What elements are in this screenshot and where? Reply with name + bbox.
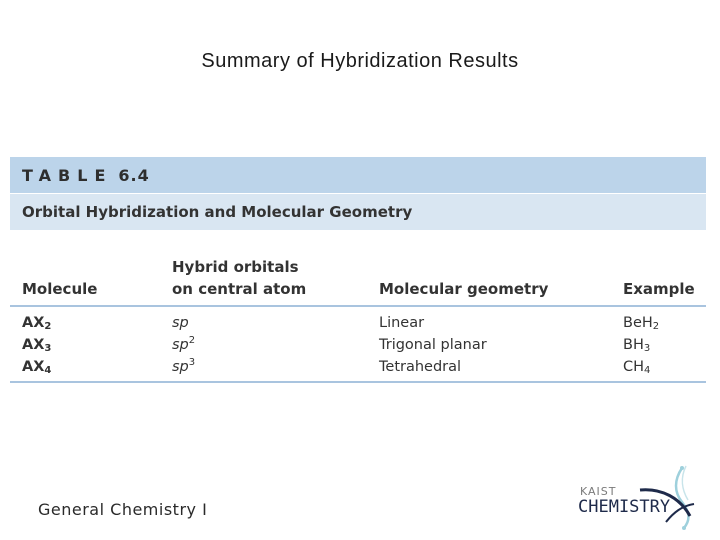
cell-hybrid: $sp^2$ (172, 335, 196, 353)
kaist-chemistry-logo (570, 462, 710, 532)
footer-course-name: General Chemistry I (38, 500, 208, 519)
cell-molecule: $AX_4$ (10, 356, 160, 382)
table-row (10, 306, 706, 334)
cell-geometry: Trigonal planar (379, 337, 487, 353)
table-caption: Orbital Hybridization and Molecular Geometry (10, 193, 706, 230)
logo-chemistry-text: CHEMISTRY (578, 497, 671, 517)
header-example: Example (611, 256, 706, 306)
data-table (10, 157, 706, 383)
header-row (10, 256, 706, 306)
header-hybrid-line1: Hybrid orbitals (172, 258, 299, 276)
table-label: TABLE (22, 165, 113, 185)
cell-geometry: Linear (379, 315, 425, 331)
header-molecule: Molecule (10, 256, 160, 306)
cell-example: $BH_3$ (623, 337, 651, 354)
table-number-band (10, 157, 706, 193)
table-number: 6.4 (118, 165, 150, 185)
table-row (10, 334, 706, 356)
header-geometry: Molecular geometry (367, 256, 611, 306)
header-hybrid-line2: on central atom (172, 280, 307, 298)
cell-molecule: $AX_3$ (22, 337, 52, 354)
cell-example: BeH$_2$ (623, 315, 660, 332)
logo-kaist-text: KAIST (580, 485, 617, 498)
cell-hybrid: $sp^3$ (160, 356, 367, 382)
cell-hybrid: sp (172, 315, 189, 331)
cell-molecule: $AX_2$ (22, 315, 52, 332)
cell-example: $CH_4$ (611, 356, 706, 382)
table-row (10, 356, 706, 382)
header-hybrid-orbitals (160, 256, 367, 306)
hybridization-table (10, 256, 706, 383)
slide-title: Summary of Hybridization Results (201, 50, 519, 72)
cell-geometry: Tetrahedral (367, 356, 611, 382)
